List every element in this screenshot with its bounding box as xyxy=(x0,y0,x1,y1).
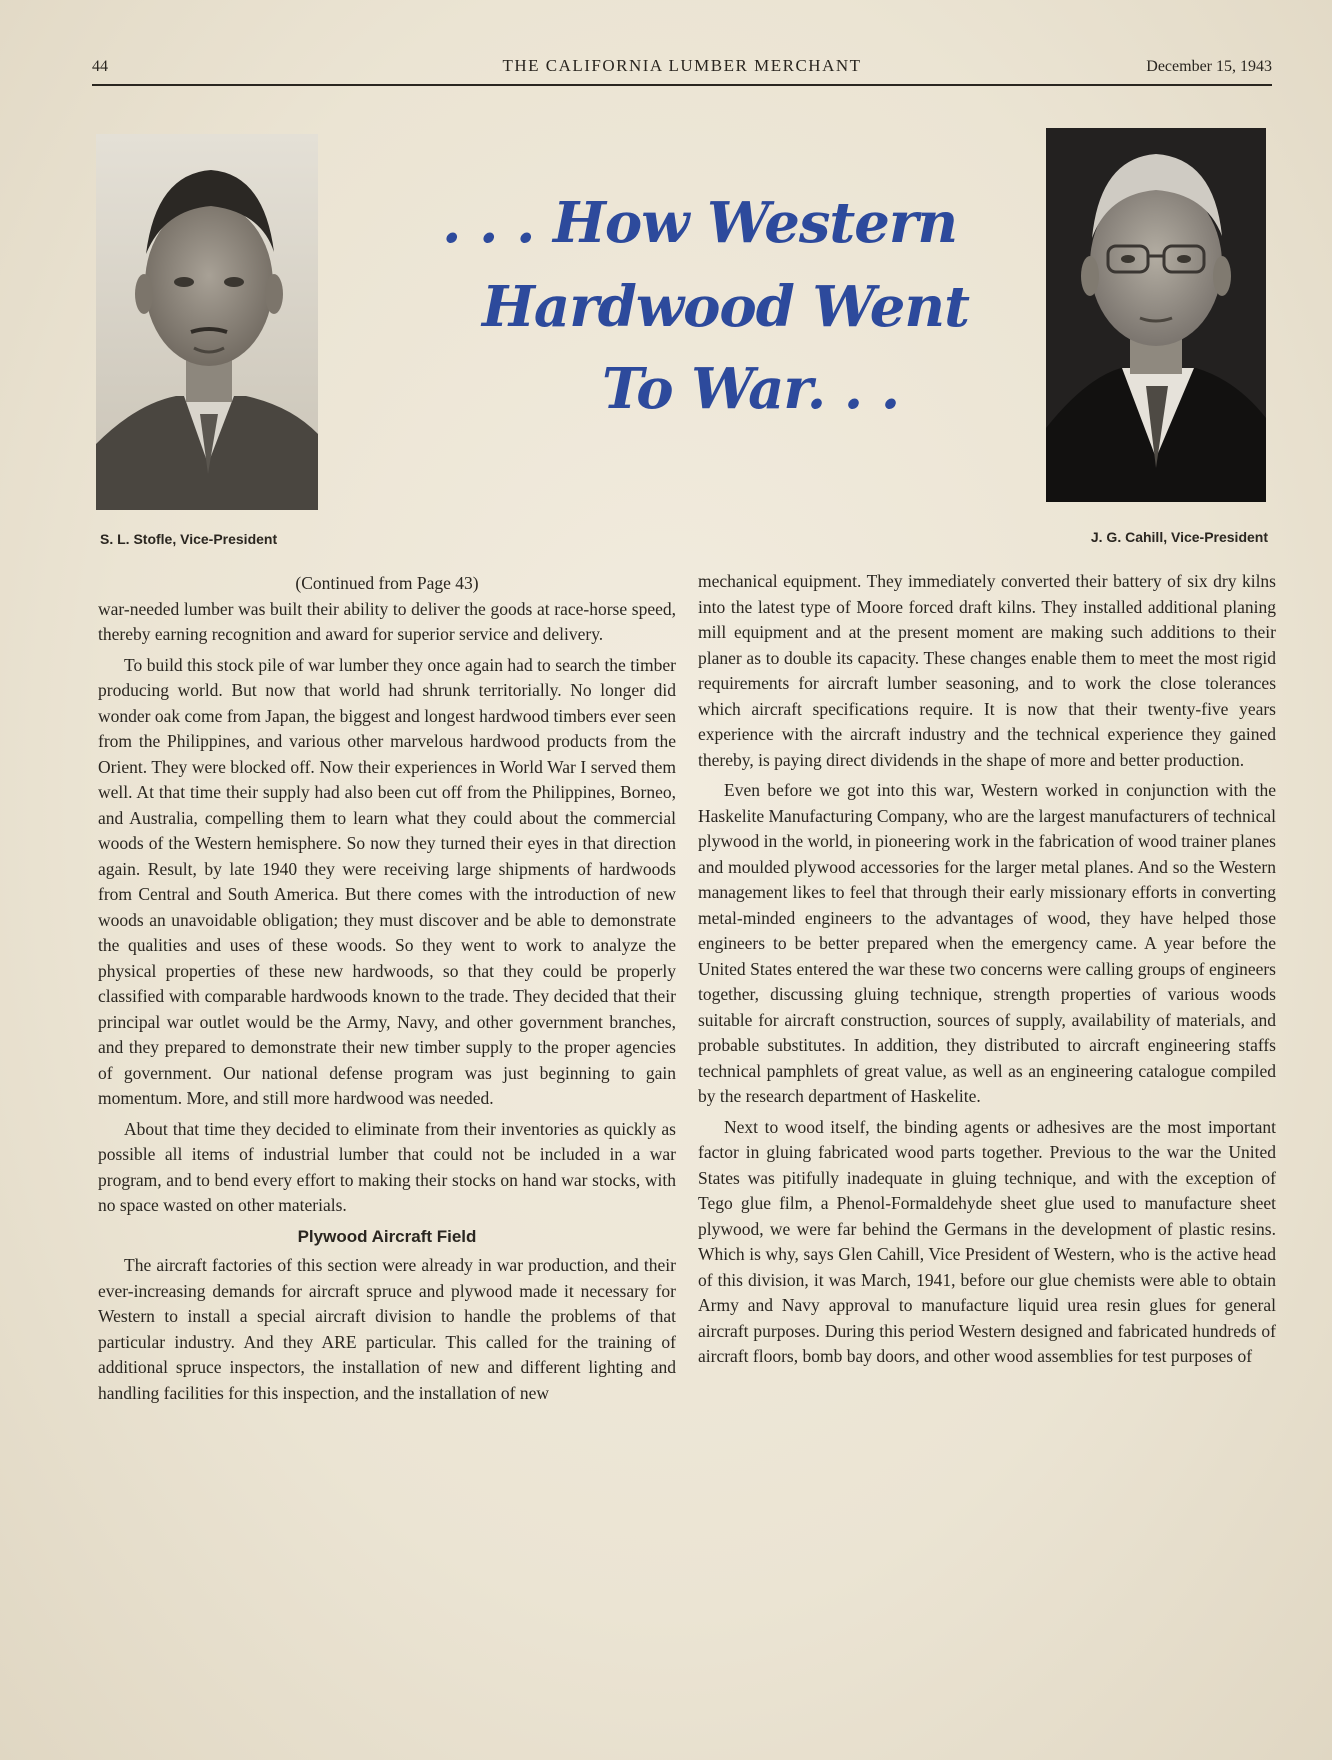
journal-title: THE CALIFORNIA LUMBER MERCHANT xyxy=(502,56,862,75)
portrait-stofle xyxy=(96,134,318,510)
portrait-cahill xyxy=(1046,128,1266,502)
paragraph: war-needed lumber was built their ability to deliver the goods at race-horse speed, thereby earning recognition and award for superior service and delivery. xyxy=(98,598,676,644)
section-subheading: Plywood Aircraft Field xyxy=(297,1226,477,1246)
paragraph: To build this stock pile of war lumber they once again had to search the timber producing world. But now that world had shrunk territorially. No longer did wonder oak come from Japan, the biggest and longest hardwood timbers ever seen from the Philippines, and various other marvelous hardwood products from the Orient. They were blocked off. Now their experiences in World War I served them well. At that time their supply had also been cut off from the Philippines, Borneo, and Australia, compelling them to learn what they could about the commercial woods of the Western hemisphere. So now they turned their eyes in that direction again. Result, by late 1940 they were receiving large shipments of hardwoods from Central and South America. But there comes with the introduction of new woods an unavoidable obligation; they must discover and be able to demonstrate the qualities and uses of these woods. So they went to work to analyze the physical properties of these new hardwoods, so that they could be properly classified with comparable hardwoods known to the trade. They decided that their principal war outlet would be the Army, Navy, and other government branches, and they prepared to demonstrate their new timber supply to the proper agencies of government. Our national defense program was just beginning to gain momentum. More, and still more hardwood was needed. xyxy=(98,654,676,1108)
paragraph: Next to wood itself, the binding agents or adhesives are the most important factor in gluing fabricated wood parts together. Previous to the war the United States was pitifully inadequate in gluing technique, and with the exception of Tego glue film, a Phenol-Formaldehyde sheet glue used to manufacture sheet plywood, we were far behind the Germans in the development of plastic resins. Which is why, says Glen Cahill, Vice President of Western, who is the active head of this division, it was March, 1941, before our glue chemists were able to obtain Army and Navy approval to manufacture liquid urea resin glues for general aircraft purposes. During this period Western designed and fabricated hundreds of aircraft floors, bomb bay doors, and other wood assemblies for test purposes of xyxy=(698,1116,1276,1366)
continued-note: (Continued from Page 43) xyxy=(295,573,479,593)
article-title xyxy=(380,190,969,450)
page-number: 44 xyxy=(92,58,108,75)
paragraph: Even before we got into this war, Western worked in conjunction with the Haskelite Manufacturing Company, who are the largest manufacturers of technical plywood in the world, in pioneering work in the fabrication of wood trainer planes and moulded plywood accessories for the larger metal planes. And so the Western management likes to feel that through their early missionary efforts in converting metal-minded engineers to the advantages of wood, they have helped those engineers to be better prepared when the emergency came. A year before the United States entered the war these two concerns were calling groups of engineers together, discussing gluing technique, strength properties of various woods suitable for aircraft construction, sources of supply, availability of materials, and probable substitutes. In addition, they distributed to aircraft engineering staffs technical pamphlets of great value, as well as an engineering catalogue compiled by the research department of Haskelite. xyxy=(698,780,1276,1106)
page-header xyxy=(92,58,1272,86)
title-line-2: Hardwood Went xyxy=(482,274,969,340)
issue-date: December 15, 1943 xyxy=(1146,58,1272,75)
paragraph: About that time they decided to eliminate from their inventories as quickly as possible all items of industrial lumber that could not be included in a war program, and to bend every effort to making their stocks on hand war stocks, with no space wasted on other materials. xyxy=(98,1118,676,1215)
title-line-1: . . . How Western xyxy=(442,190,958,256)
caption-cahill: J. G. Cahill, Vice-President xyxy=(1090,529,1268,545)
title-line-3: To War. . . xyxy=(602,356,900,422)
paragraph: mechanical equipment. They immediately converted their battery of six dry kilns into the latest type of Moore forced draft kilns. They installed additional planing mill equipment and at the present moment are making such additions to their planer as to double its capacity. These changes enable them to meet the most rigid requirements for aircraft lumber seasoning, and to work the close tolerances which aircraft specifications require. It is now that their twenty-five years experience with the aircraft industry and the technical experience they gained thereby, is paying direct dividends in the shape of more and better production. xyxy=(698,571,1276,770)
caption-stofle: S. L. Stofle, Vice-President xyxy=(100,531,278,547)
article-column-left xyxy=(98,571,676,1411)
paragraph: The aircraft factories of this section were already in war production, and their ever-increasing demands for aircraft spruce and plywood made it necessary for Western to install a special aircraft division to handle the problems of that particular industry. And they ARE particular. This called for the training of additional spruce inspectors, the installation of new and different lighting and handling facilities for this inspection, and the installation of new xyxy=(98,1255,676,1403)
article-column-right xyxy=(698,569,1276,1375)
